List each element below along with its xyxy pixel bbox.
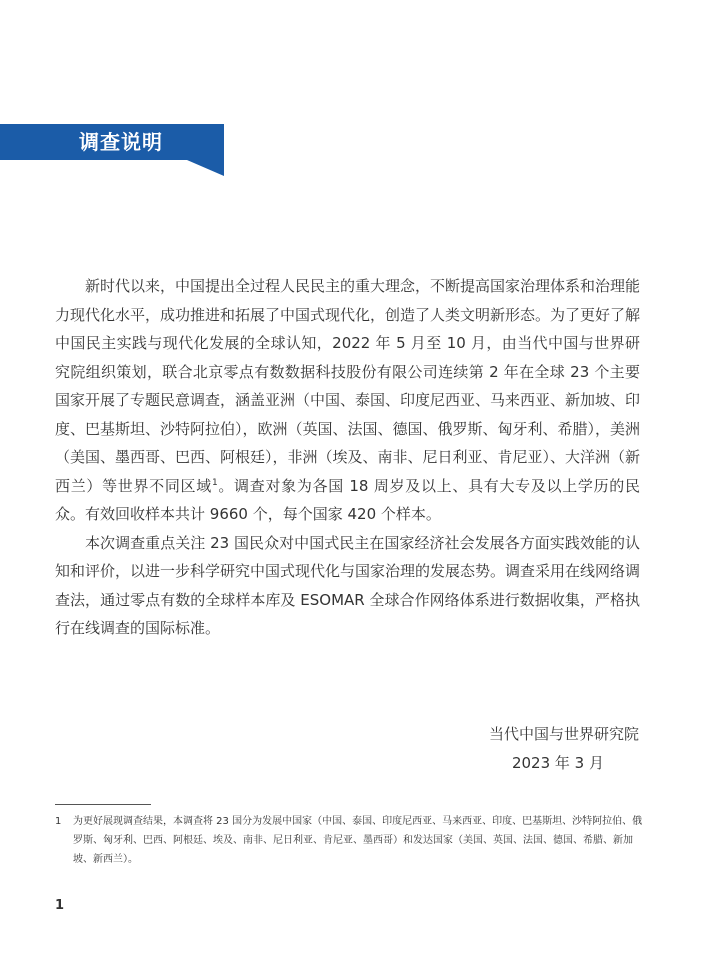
page-number: 1 xyxy=(55,898,65,913)
signature-date: 2023 年 3 月 xyxy=(511,754,604,772)
signature-organization: 当代中国与世界研究院 xyxy=(488,725,639,743)
body-text xyxy=(55,272,640,643)
footnote-number: 1 xyxy=(55,816,62,827)
footnote-text: 为更好展现调查结果，本调查将 23 国分为发展中国家（中国、泰国、印度尼西亚、马来西亚、印度、巴基斯坦、沙特阿拉伯、俄罗斯、匈牙利、巴西、阿根廷、埃及、南非、尼日利亚、肯尼亚、墨西哥）和发达国家（美国、英国、法国、德国、希腊、新加坡、新西兰）。 xyxy=(73,816,643,865)
paragraph-1-text-b: 。调查对象为各国 18 周岁及以上、具有大专及以上学历的民众。有效回收样本共计 9660 个，每个国家 420 个样本。 xyxy=(55,476,640,523)
paragraph-1-text-a: 新时代以来，中国提出全过程人民民主的重大理念，不断提高国家治理体系和治理能力现代化水平，成功推进和拓展了中国式现代化，创造了人类文明新形态。为了更好了解中国民主实践与现代化发展的全球认知，2022 年 5 月至 10 月，由当代中国与世界研究院组织策划，联合北京零点有数数据科技股份有限公司连续第 2 年在全球 23 个主要国家开展了专题民意调查，涵盖亚洲（中国、泰国、印度尼西亚、马来西亚、新加坡、印度、巴基斯坦、沙特阿拉伯），欧洲（英国、法国、德国、俄罗斯、匈牙利、希腊），美洲（美国、墨西哥、巴西、阿根廷），非洲（埃及、南非、尼日利亚、肯尼亚）、大洋洲（新西兰）等世界不同区域 xyxy=(55,277,641,495)
footnote-reference[interactable]: 1 xyxy=(211,477,218,488)
paragraph-2: 本次调查重点关注 23 国民众对中国式民主在国家经济社会发展各方面实践效能的认知和评价，以进一步科学研究中国式现代化与国家治理的发展态势。调查采用在线网络调查法，通过零点有数的全球样本库及 ESOMAR 全球合作网络体系进行数据收集，严格执行在线调查的国际标准。 xyxy=(55,533,641,637)
footnote-divider xyxy=(55,804,151,805)
footnote xyxy=(55,812,650,869)
paragraph-1 xyxy=(55,272,640,529)
section-banner-tail xyxy=(187,160,224,176)
section-title: 调查说明 xyxy=(79,130,163,154)
